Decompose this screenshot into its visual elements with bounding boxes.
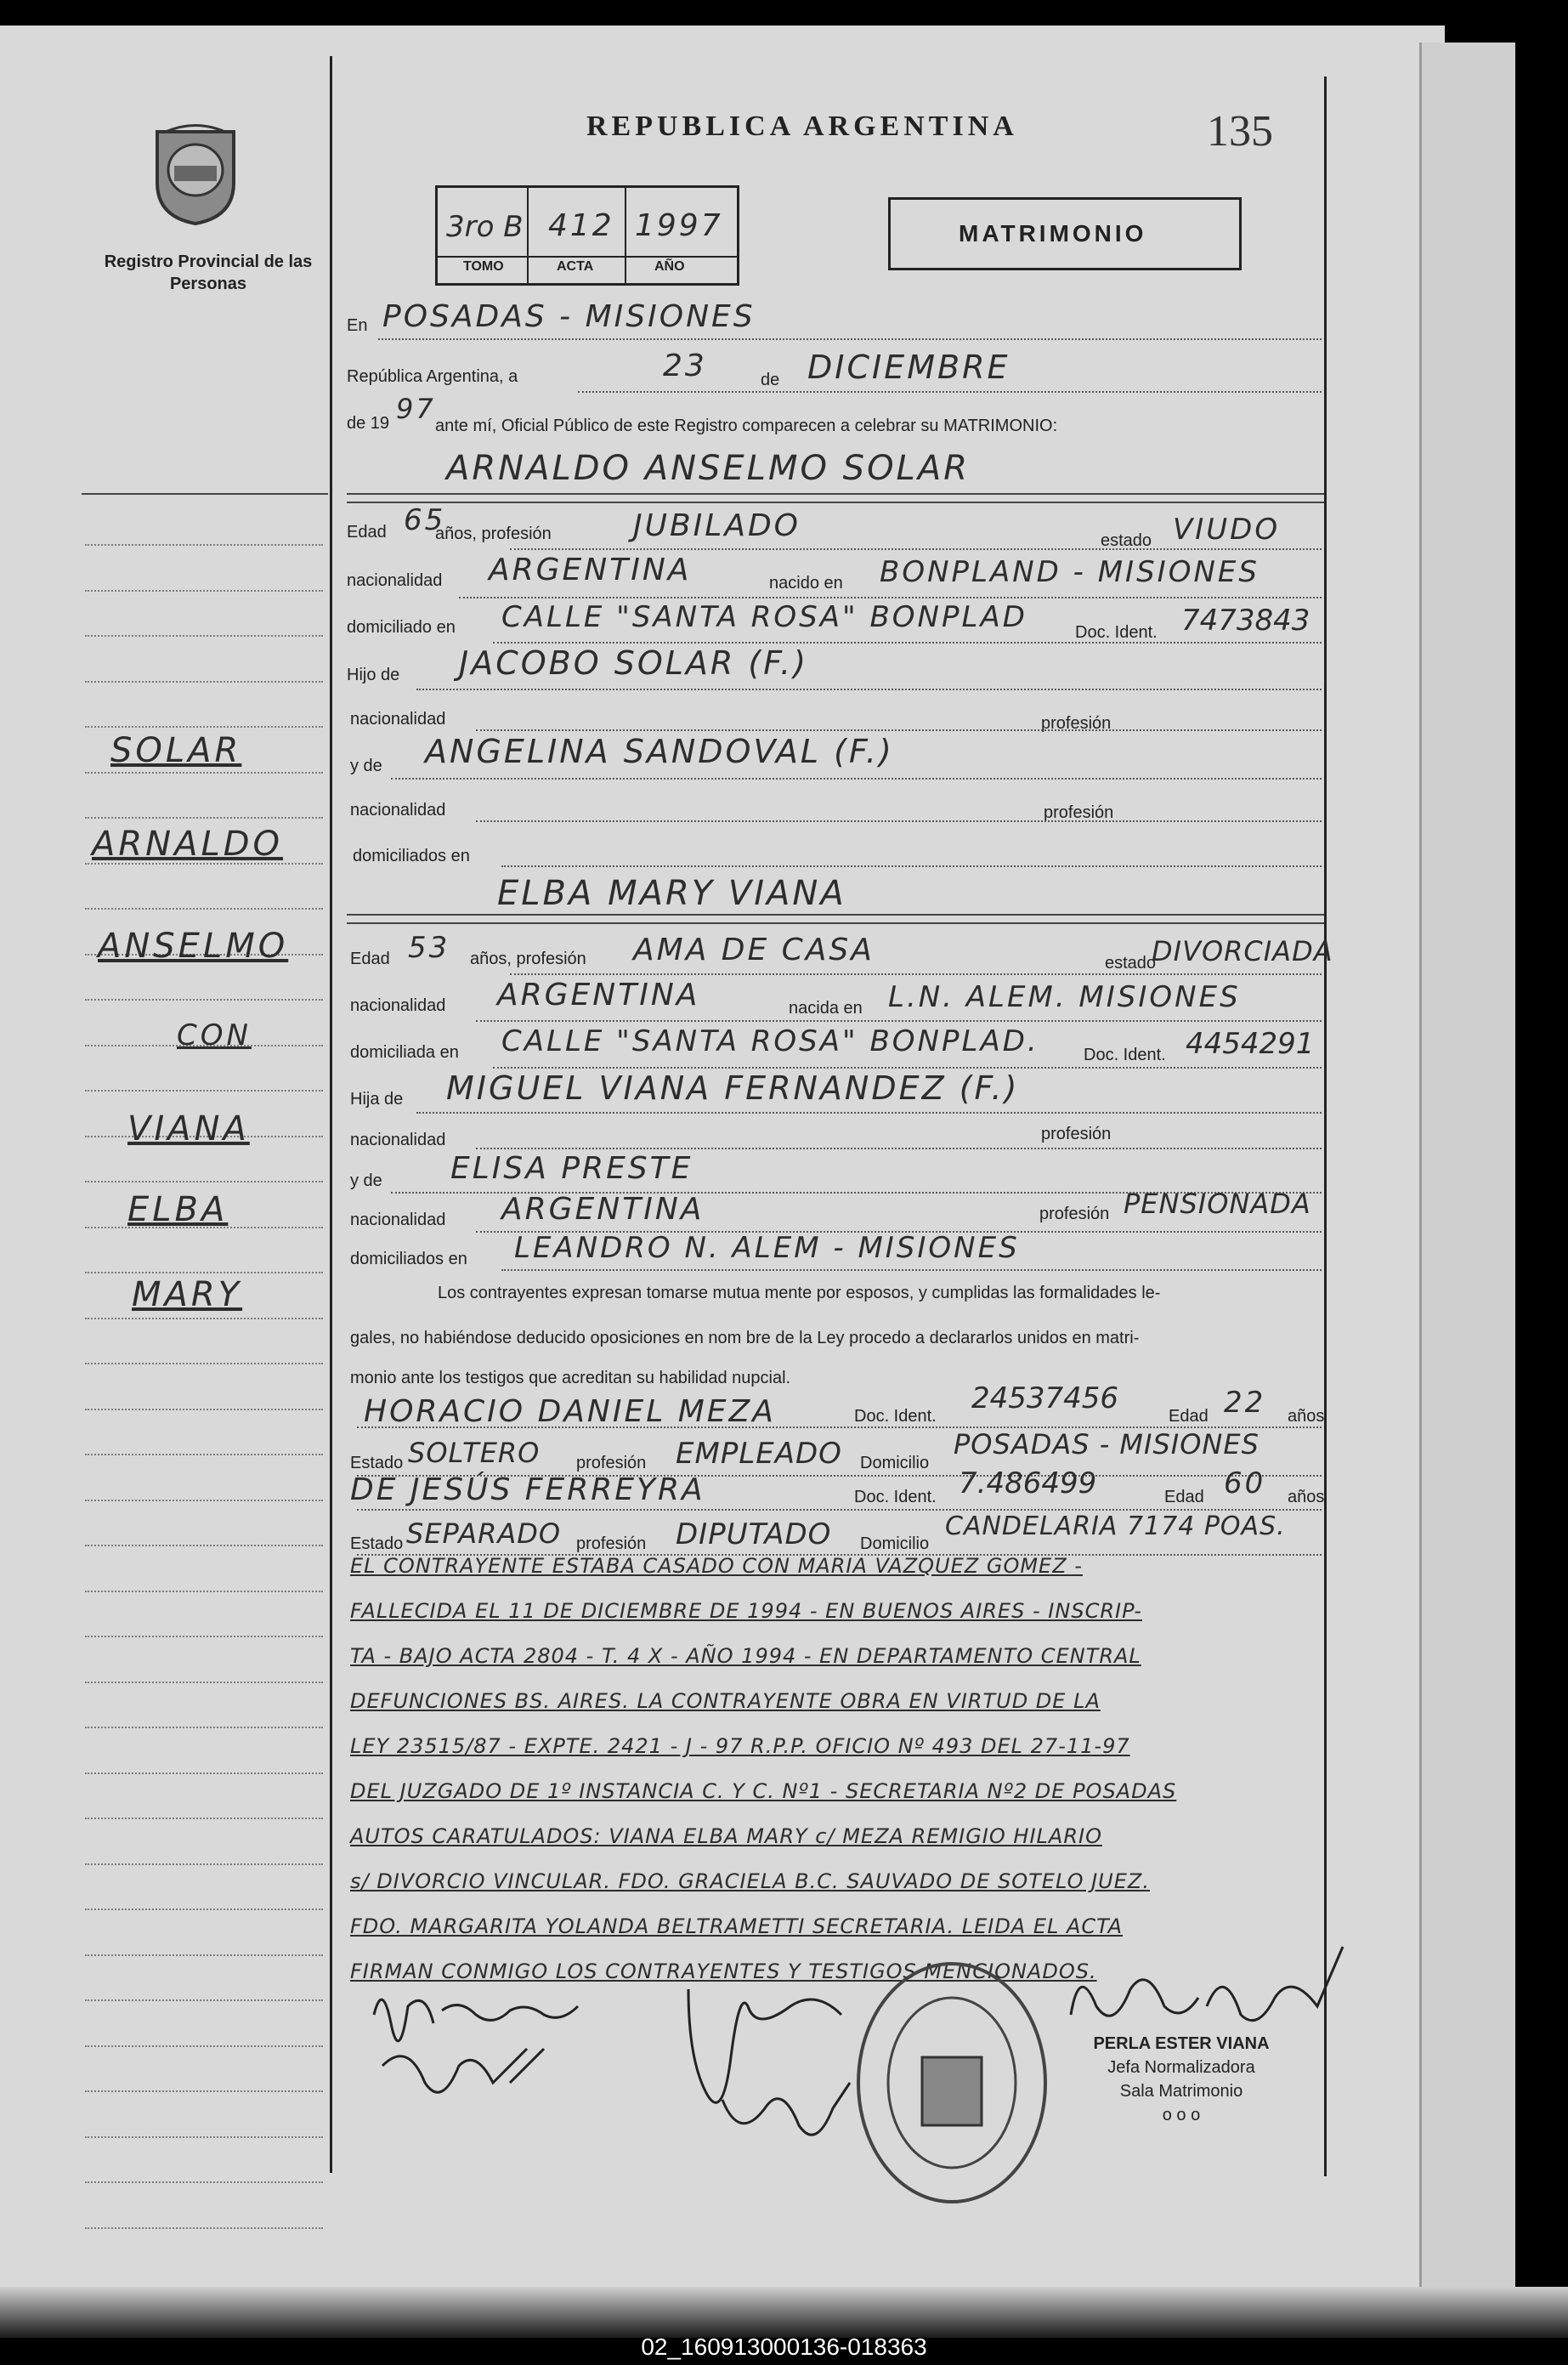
rule: [510, 548, 1322, 550]
rule: [378, 338, 1322, 340]
margin-rule: [85, 2045, 323, 2048]
margin-rule: [85, 635, 323, 638]
label: nacionalidad: [350, 1131, 446, 1149]
rule: [476, 729, 1322, 731]
margin-rule: [85, 1363, 323, 1365]
note-line: FDO. MARGARITA YOLANDA BELTRAMETTI SECRETARIA. LEIDA EL ACTA: [350, 1914, 1124, 1938]
witness1-name: HORACIO DANIEL MEZA: [364, 1394, 776, 1429]
groom-status: VIUDO: [1173, 513, 1281, 547]
bride-address: CALLE "SANTA ROSA" BONPLAD.: [501, 1024, 1039, 1058]
label: domiciliado en: [347, 618, 456, 637]
en-label: En: [347, 316, 368, 335]
label: Edad: [350, 950, 390, 968]
margin-rule: [85, 681, 323, 683]
margin-name-4: CON: [177, 1018, 252, 1052]
margin-rule: [85, 1591, 323, 1593]
acta-value: 412: [548, 208, 614, 243]
record-type-box: [888, 197, 1242, 270]
label: nacionalidad: [350, 1211, 446, 1229]
margin-rule: [85, 1409, 323, 1411]
groom-top-rule: [347, 493, 1324, 495]
margin-rule: [85, 1500, 323, 1502]
bride-top-rule-2: [347, 922, 1324, 924]
note-line: DEL JUZGADO DE 1º INSTANCIA C. Y C. Nº1 - SECRETARIA Nº2 DE POSADAS: [350, 1779, 1177, 1803]
official-name: PERLA ESTER VIANA: [1093, 2034, 1270, 2053]
groom-doc: 7473843: [1181, 604, 1310, 638]
rule: [416, 1112, 1322, 1114]
label: profesión: [1041, 1125, 1112, 1143]
label: Doc. Ident.: [1075, 623, 1158, 642]
day: 23: [663, 349, 707, 383]
official-title: Jefa Normalizadora: [1107, 2058, 1255, 2077]
bride-status: DIVORCIADA: [1152, 935, 1333, 967]
label: profesión: [576, 1454, 647, 1472]
groom-signature: [671, 1955, 867, 2151]
witness1-address: POSADAS - MISIONES: [954, 1428, 1259, 1460]
label: Hijo de: [347, 666, 400, 684]
label: profesión: [576, 1534, 647, 1553]
rule: [493, 1067, 1322, 1069]
margin-rule: [85, 726, 323, 729]
label: Edad: [347, 523, 387, 542]
witness2-doc: 7.486499: [959, 1466, 1097, 1500]
margin-divider: [330, 56, 332, 2173]
year-suffix: 97: [396, 393, 436, 425]
bride-mother: ELISA PRESTE: [450, 1151, 693, 1186]
republica-label: República Argentina, a: [347, 367, 518, 386]
margin-name-1: SOLAR: [110, 731, 242, 770]
label: nacionalidad: [347, 571, 443, 590]
margin-rule: [85, 1181, 323, 1183]
groom-birthplace: BONPLAND - MISIONES: [880, 555, 1259, 589]
tomo-label: TOMO: [463, 259, 504, 274]
margin-rule: [85, 1272, 323, 1274]
label: y de: [350, 757, 382, 775]
country-title: REPUBLICA ARGENTINA: [586, 111, 1018, 142]
margin-name-2: ARNALDO: [92, 825, 284, 864]
note-line: DEFUNCIONES BS. AIRES. LA CONTRAYENTE OBRA EN VIRTUD DE LA: [350, 1689, 1101, 1713]
label: Estado: [350, 1454, 404, 1472]
scan-caption: 02_160913000136-018363: [641, 2334, 927, 2360]
provincial-seal-icon: [149, 123, 242, 225]
bride-top-rule: [347, 914, 1324, 916]
bride-age: 53: [408, 931, 450, 965]
note-line: s/ DIVORCIO VINCULAR. FDO. GRACIELA B.C. SAUVADO DE SOTELO JUEZ.: [350, 1869, 1150, 1893]
year-prefix: de 19: [347, 414, 390, 433]
label: Hija de: [350, 1090, 404, 1109]
declaration-line-1: Los contrayentes expresan tomarse mutua mente por esposos, y cumplidas las formalidades le-: [438, 1284, 1161, 1302]
margin-rule: [85, 772, 323, 774]
record-number-box: [435, 185, 739, 286]
label: domiciliada en: [350, 1043, 459, 1062]
margin-rule: [85, 1727, 323, 1729]
bride-mother-nationality: ARGENTINA: [501, 1192, 705, 1227]
bride-father: MIGUEL VIANA FERNANDEZ (F.): [446, 1069, 1020, 1107]
official-mark: o o o: [1162, 2106, 1201, 2124]
tomo-value: 3ro B: [446, 210, 524, 244]
label: Doc. Ident.: [1084, 1046, 1166, 1064]
margin-rule: [85, 1454, 323, 1456]
rule: [416, 689, 1322, 690]
bride-name: ELBA MARY VIANA: [497, 874, 846, 913]
appear-text: ante mí, Oficial Público de este Registro comparecen a celebrar su MATRIMONIO:: [435, 417, 1058, 435]
label: nacida en: [789, 999, 863, 1018]
label: años: [1288, 1407, 1325, 1426]
label: años, profesión: [470, 950, 586, 968]
margin-name-6: ELBA: [127, 1190, 229, 1229]
label: nacionalidad: [350, 710, 446, 729]
rule: [578, 391, 1322, 393]
groom-address: CALLE "SANTA ROSA" BONPLAD: [501, 600, 1027, 634]
official-signature: [1062, 1930, 1351, 2049]
note-line: FALLECIDA EL 11 DE DICIEMBRE DE 1994 - EN BUENOS AIRES - INSCRIP-: [350, 1599, 1142, 1623]
ano-label: AÑO: [654, 259, 685, 274]
groom-age: 65: [404, 503, 446, 537]
witness1-age: 22: [1224, 1386, 1266, 1420]
official-block: [1062, 2032, 1300, 2127]
place: POSADAS - MISIONES: [382, 299, 756, 334]
margin-rule: [85, 1818, 323, 1820]
margin-rule: [85, 1090, 323, 1092]
witness1-profession: EMPLEADO: [676, 1437, 842, 1471]
groom-mother: ANGELINA SANDOVAL (F.): [425, 733, 894, 770]
margin-rule: [85, 590, 323, 593]
note-line: AUTOS CARATULADOS: VIANA ELBA MARY c/ MEZA REMIGIO HILARIO: [350, 1824, 1102, 1848]
bride-profession: AMA DE CASA: [633, 933, 875, 967]
label: estado: [1101, 531, 1152, 550]
margin-rule: [85, 544, 323, 547]
margin-rule: [85, 1545, 323, 1547]
official-office: Sala Matrimonio: [1119, 2082, 1243, 2101]
groom-top-rule-2: [347, 502, 1324, 503]
ano-value: 1997: [635, 208, 723, 243]
margin-rule: [85, 1999, 323, 2002]
rule: [501, 1269, 1322, 1271]
groom-profession: JUBILADO: [633, 508, 801, 543]
margin-top-rule: [82, 493, 328, 495]
label: Doc. Ident.: [854, 1407, 937, 1426]
label: profesión: [1044, 803, 1114, 822]
rule: [476, 1020, 1322, 1022]
bride-doc: 4454291: [1186, 1027, 1315, 1061]
declaration-line-3: monio ante los testigos que acreditan su habilidad nupcial.: [350, 1369, 791, 1387]
margin-rule: [85, 2227, 323, 2230]
label: profesión: [1039, 1205, 1110, 1223]
margin-rule: [85, 1954, 323, 1957]
label: nacido en: [769, 574, 843, 593]
label: Doc. Ident.: [854, 1488, 937, 1506]
label: domiciliados en: [353, 847, 470, 865]
witness1-doc: 24537456: [971, 1381, 1119, 1415]
margin-name-5: VIANA: [127, 1109, 250, 1148]
rule: [459, 597, 1322, 598]
page-number: 135: [1207, 107, 1273, 156]
witness2-age: 60: [1224, 1466, 1266, 1500]
declaration-line-2: gales, no habiéndose deducido oposiciones en nom bre de la Ley procedo a declararlos unidos en matri-: [350, 1329, 1140, 1347]
groom-father: JACOBO SOLAR (F.): [459, 644, 809, 682]
label: nacionalidad: [350, 801, 446, 820]
de-label: de: [761, 371, 780, 389]
rule: [476, 1148, 1322, 1149]
bride-signature: [357, 1964, 612, 2117]
margin-rule: [85, 1863, 323, 1866]
groom-nationality: ARGENTINA: [489, 553, 692, 587]
label: Edad: [1164, 1488, 1204, 1506]
margin-name-3: ANSELMO: [98, 927, 289, 966]
label: años, profesión: [435, 525, 552, 543]
label: Edad: [1169, 1407, 1209, 1426]
rule: [501, 865, 1322, 867]
note-line: EL CONTRAYENTE ESTABA CASADO CON MARIA VAZQUEZ GOMEZ -: [350, 1554, 1083, 1578]
bride-nationality: ARGENTINA: [497, 978, 700, 1012]
note-line: FIRMAN CONMIGO LOS CONTRAYENTES Y TESTIGOS MENCIONADOS.: [350, 1959, 1097, 1983]
rule: [510, 973, 1322, 975]
record-type: MATRIMONIO: [959, 220, 1147, 247]
groom-name: ARNALDO ANSELMO SOLAR: [446, 449, 970, 488]
label: nacionalidad: [350, 996, 446, 1015]
margin-rule: [85, 817, 323, 820]
witness2-profession: DIPUTADO: [676, 1517, 832, 1551]
official-stamp-icon: [850, 1955, 1054, 2210]
rule: [476, 820, 1322, 822]
margin-rule: [85, 2136, 323, 2139]
margin-rule: [85, 908, 323, 910]
margin-rule: [85, 1682, 323, 1684]
witness1-status: SOLTERO: [408, 1437, 541, 1469]
margin-rule: [85, 1908, 323, 1911]
note-line: LEY 23515/87 - EXPTE. 2421 - J - 97 R.P.P. OFICIO Nº 493 DEL 27-11-97: [350, 1734, 1130, 1758]
margin-rule: [85, 2181, 323, 2184]
rule: [493, 642, 1322, 644]
margin-rule: [85, 2090, 323, 2093]
month: DICIEMBRE: [807, 349, 1010, 386]
witness2-status: SEPARADO: [406, 1517, 562, 1550]
margin-rule: [85, 1318, 323, 1320]
label: Estado: [350, 1534, 404, 1553]
next-page-edge: [1419, 43, 1515, 2329]
bride-mother-profession: PENSIONADA: [1124, 1188, 1311, 1220]
witness2-address: CANDELARIA 7174 POAS.: [945, 1511, 1286, 1541]
margin-rule: [85, 1772, 323, 1775]
note-line: TA - BAJO ACTA 2804 - T. 4 X - AÑO 1994 - EN DEPARTAMENTO CENTRAL: [350, 1644, 1141, 1668]
label: Domicilio: [860, 1534, 930, 1553]
rule: [357, 1509, 1322, 1511]
label: domiciliados en: [350, 1250, 467, 1268]
witness2-name: DE JESÚS FERREYRA: [350, 1472, 705, 1507]
label: y de: [350, 1171, 382, 1190]
rule: [391, 778, 1322, 780]
label: profesión: [1041, 714, 1112, 733]
margin-rule: [85, 999, 323, 1001]
bride-birthplace: L.N. ALEM. MISIONES: [888, 980, 1241, 1014]
bride-parents-address: LEANDRO N. ALEM - MISIONES: [514, 1231, 1020, 1265]
registry-name: Registro Provincial de las Personas: [104, 252, 313, 293]
label: años: [1288, 1488, 1325, 1506]
margin-rule: [85, 1636, 323, 1638]
right-border: [1324, 77, 1327, 2176]
margin-name-7: MARY: [132, 1275, 243, 1314]
label: Domicilio: [860, 1454, 930, 1472]
acta-label: ACTA: [557, 259, 594, 274]
label: estado: [1105, 954, 1157, 973]
